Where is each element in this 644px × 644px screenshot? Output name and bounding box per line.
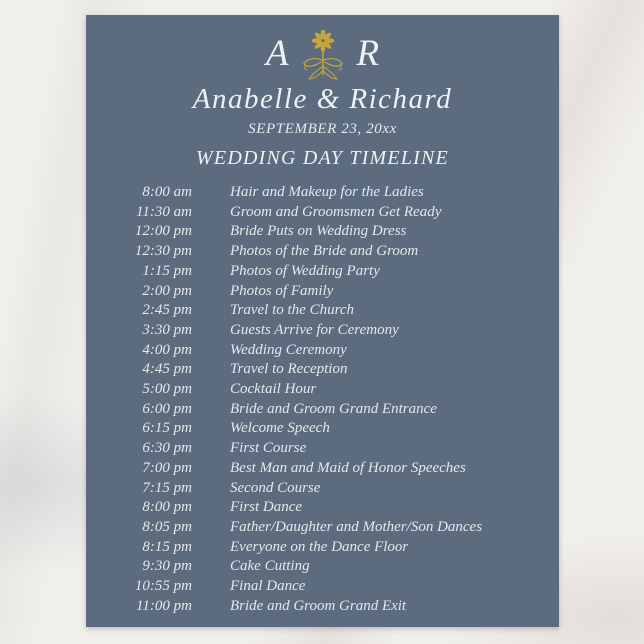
timeline-time: 4:45 pm bbox=[142, 361, 192, 378]
timeline-event: Cake Cutting bbox=[230, 558, 310, 575]
timeline-time: 3:30 pm bbox=[142, 321, 192, 338]
timeline-event: Everyone on the Dance Floor bbox=[230, 538, 409, 555]
timeline-time: 7:00 pm bbox=[142, 459, 192, 476]
timeline-time: 10:55 pm bbox=[134, 578, 192, 595]
timeline-time: 8:00 am bbox=[142, 184, 192, 200]
timeline-time: 11:00 pm bbox=[136, 597, 192, 614]
timeline-event: Travel to Reception bbox=[230, 361, 348, 378]
timeline-event: Final Dance bbox=[230, 578, 306, 595]
timeline-event: Photos of Wedding Party bbox=[230, 262, 380, 279]
timeline-list bbox=[86, 183, 559, 616]
timeline-event: Guests Arrive for Ceremony bbox=[230, 321, 399, 338]
timeline-time: 2:45 pm bbox=[142, 302, 192, 319]
timeline-event: Wedding Ceremony bbox=[230, 341, 347, 358]
timeline-event: Cocktail Hour bbox=[230, 381, 317, 398]
timeline-event: Photos of the Bride and Groom bbox=[230, 243, 419, 260]
timeline-event: Hair and Makeup for the Ladies bbox=[230, 184, 424, 200]
timeline-time: 8:15 pm bbox=[142, 538, 192, 555]
timeline-time: 11:30 am bbox=[136, 203, 192, 220]
timeline-event: First Dance bbox=[230, 499, 303, 516]
wedding-timeline-card bbox=[86, 15, 559, 627]
timeline-time: 5:00 pm bbox=[142, 381, 192, 398]
timeline-time: 8:00 pm bbox=[142, 499, 192, 516]
timeline-event: Second Course bbox=[230, 479, 321, 496]
timeline-time: 8:05 pm bbox=[142, 518, 192, 535]
timeline-event: Bride and Groom Grand Exit bbox=[230, 597, 407, 614]
monogram-right-initial: R bbox=[356, 32, 380, 74]
timeline-event: Bride Puts on Wedding Dress bbox=[230, 223, 407, 240]
timeline-event: Welcome Speech bbox=[230, 420, 330, 437]
timeline-time: 6:15 pm bbox=[142, 420, 192, 437]
gold-flower-flourish-icon bbox=[300, 30, 346, 82]
timeline-event: First Course bbox=[230, 440, 307, 457]
timeline-time: 7:15 pm bbox=[142, 479, 192, 496]
timeline-time: 12:30 pm bbox=[134, 243, 192, 260]
couple-names: Anabelle & Richard bbox=[192, 83, 453, 115]
monogram-left-initial: A bbox=[265, 32, 289, 74]
timeline-event: Photos of Family bbox=[230, 282, 334, 299]
timeline-event: Travel to the Church bbox=[230, 302, 355, 319]
timeline-time: 4:00 pm bbox=[142, 341, 192, 358]
timeline-time: 6:00 pm bbox=[142, 400, 192, 417]
timeline-time: 12:00 pm bbox=[134, 223, 192, 240]
wedding-date: SEPTEMBER 23, 20xx bbox=[248, 121, 397, 137]
monogram bbox=[86, 27, 559, 79]
timeline-event: Bride and Groom Grand Entrance bbox=[230, 400, 437, 417]
timeline-event: Father/Daughter and Mother/Son Dances bbox=[230, 518, 483, 535]
timeline-time: 9:30 pm bbox=[142, 558, 192, 575]
timeline-time: 1:15 pm bbox=[142, 262, 192, 279]
timeline-time: 6:30 pm bbox=[142, 440, 192, 457]
timeline-event: Groom and Groomsmen Get Ready bbox=[230, 203, 442, 220]
timeline-event: Best Man and Maid of Honor Speeches bbox=[230, 459, 466, 476]
timeline-time: 2:00 pm bbox=[142, 282, 192, 299]
page-title: WEDDING DAY TIMELINE bbox=[196, 147, 449, 169]
